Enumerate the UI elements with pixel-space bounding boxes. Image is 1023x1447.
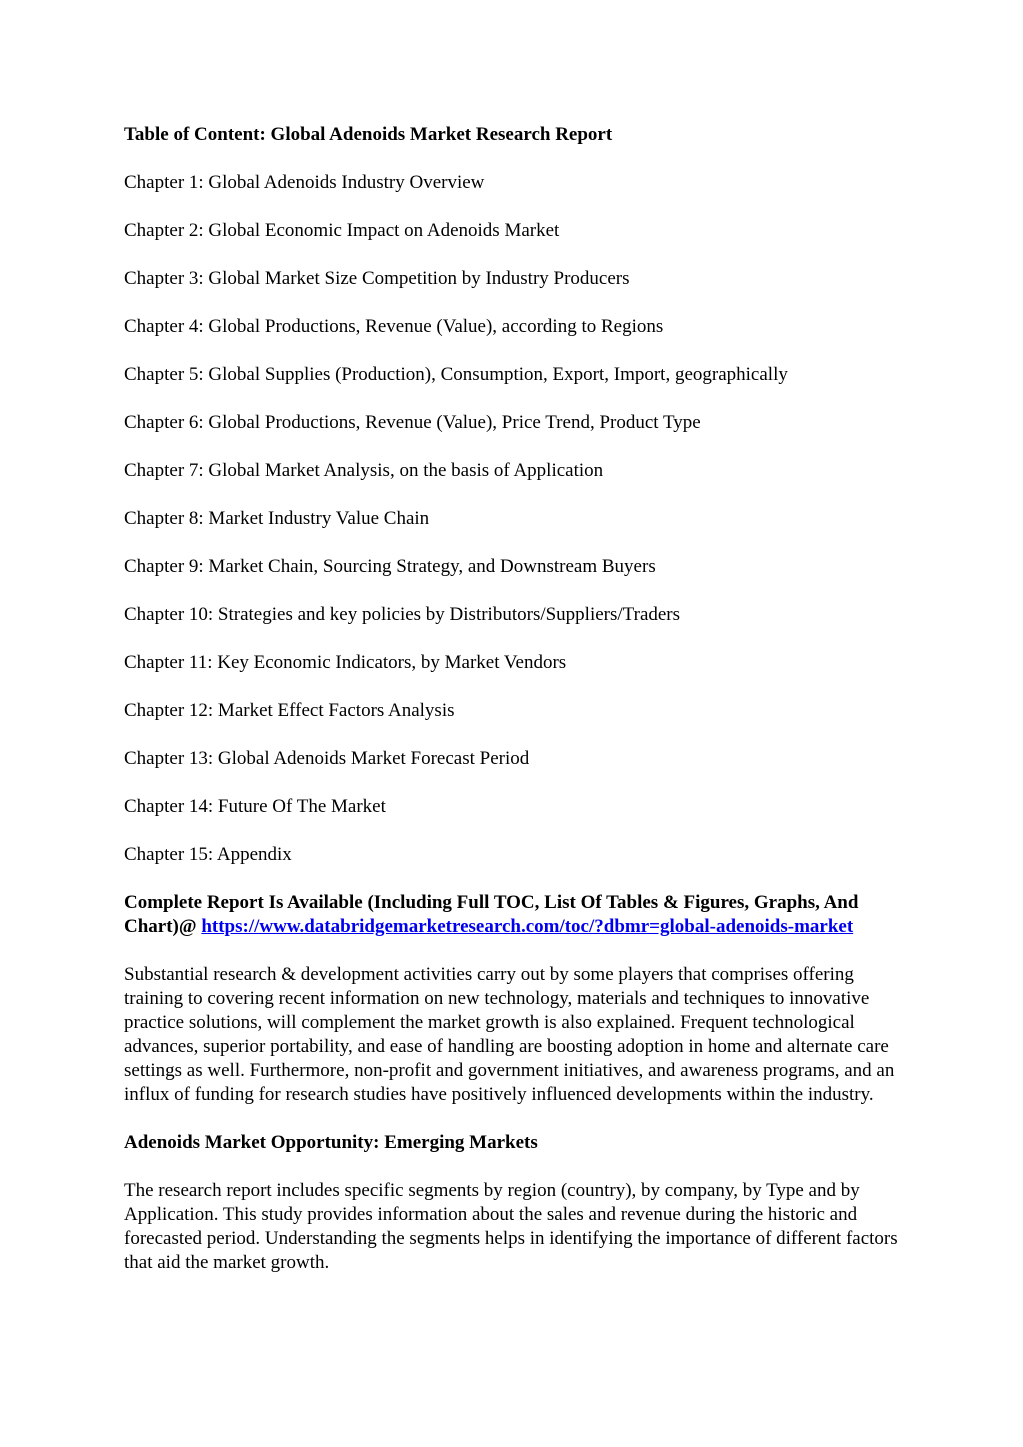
chapter-item: Chapter 5: Global Supplies (Production), Consumption, Export, Import, geographically	[124, 364, 788, 385]
chapter-item: Chapter 3: Global Market Size Competition by Industry Producers	[124, 268, 630, 289]
chapter-item: Chapter 1: Global Adenoids Industry Overview	[124, 172, 485, 193]
chapter-item: Chapter 4: Global Productions, Revenue (Value), according to Regions	[124, 316, 664, 337]
body-paragraph: Substantial research & development activities carry out by some players that comprises offering training to covering recent information on new technology, materials and techniques to innovative practice solutions, will complement the market growth is also explained. Frequent technological advances, superior portability, and ease of handling are boosting adoption in home and alternate care settings as well. Furthermore, non-profit and government initiatives, and awareness programs, and an influx of funding for research studies have positively influenced developments within the industry.	[124, 964, 895, 1105]
chapter-item: Chapter 8: Market Industry Value Chain	[124, 508, 430, 529]
chapter-item: Chapter 12: Market Effect Factors Analysis	[124, 700, 455, 721]
chapter-list	[124, 171, 914, 867]
chapter-item: Chapter 13: Global Adenoids Market Forecast Period	[124, 748, 530, 769]
chapter-item: Chapter 10: Strategies and key policies by Distributors/Suppliers/Traders	[124, 604, 681, 625]
document-page	[124, 123, 914, 1275]
chapter-item: Chapter 11: Key Economic Indicators, by Market Vendors	[124, 652, 567, 673]
chapter-item: Chapter 7: Global Market Analysis, on the basis of Application	[124, 460, 604, 481]
chapter-item: Chapter 6: Global Productions, Revenue (Value), Price Trend, Product Type	[124, 412, 701, 433]
full-report-prefix: Complete Report Is Available (Including Full TOC, List Of Tables & Figures, Graphs, And Chart)@	[124, 892, 859, 937]
chapter-item: Chapter 9: Market Chain, Sourcing Strategy, and Downstream Buyers	[124, 556, 656, 577]
toc-title: Table of Content: Global Adenoids Market Research Report	[124, 124, 613, 145]
section-heading: Adenoids Market Opportunity: Emerging Markets	[124, 1132, 538, 1153]
chapter-item: Chapter 15: Appendix	[124, 844, 292, 865]
chapter-item: Chapter 2: Global Economic Impact on Adenoids Market	[124, 220, 560, 241]
full-report-link[interactable]: https://www.databridgemarketresearch.com/toc/?dbmr=global-adenoids-market	[201, 916, 854, 937]
chapter-item: Chapter 14: Future Of The Market	[124, 796, 386, 817]
body-paragraph: The research report includes specific segments by region (country), by company, by Type and by Application. This study provides information about the sales and revenue during the historic and forecasted period. Understanding the segments helps in identifying the importance of different factors that aid the market growth.	[124, 1180, 898, 1273]
full-report-notice	[124, 891, 914, 939]
